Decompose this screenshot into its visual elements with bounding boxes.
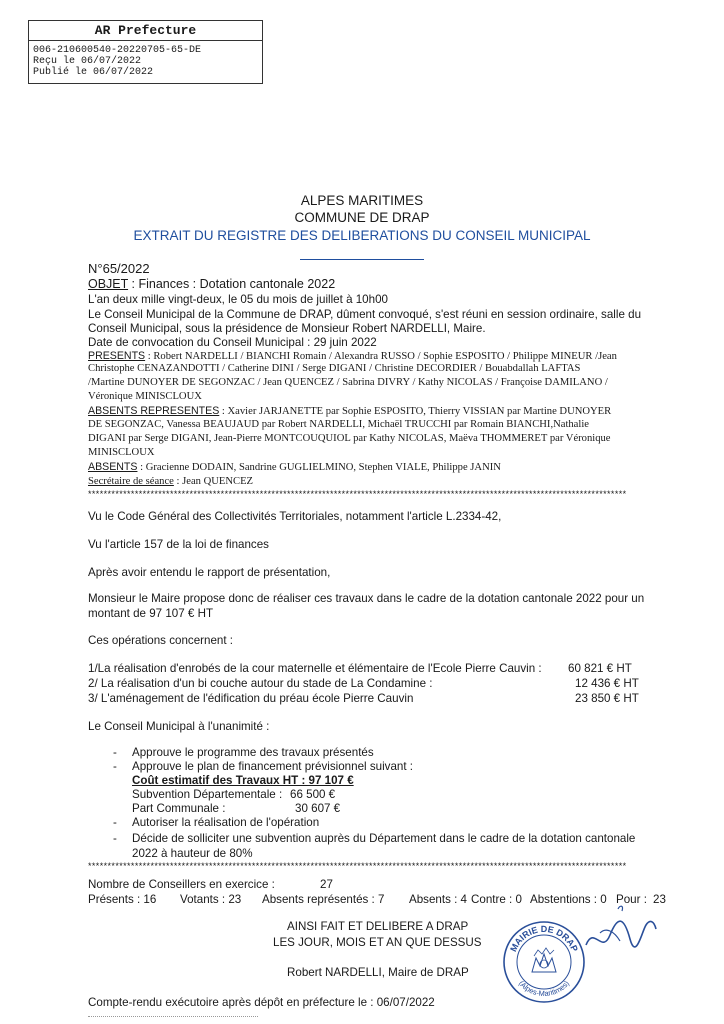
absents-represented-line-3: DIGANI par Serge DIGANI, Jean-Pierre MONTCOUQUIOL par Kathy NICOLAS, Maëva THOMMERET par Véronique xyxy=(88,433,611,444)
operations-heading: Ces opérations concernent : xyxy=(88,634,234,647)
stamp-title: AR Prefecture xyxy=(29,21,262,41)
absents-text: : Gracienne DODAIN, Sandrine GUGLIELMINO, Stephen VIALE, Philippe JANIN xyxy=(137,462,501,473)
presents-line-2: Christophe CENAZANDOTTI / Catherine DINI / Serge DIGANI / Christine DECORDIER / Bouabdallah LAFTAS xyxy=(88,363,581,374)
absents-represented-line-4: MINISCLOUX xyxy=(88,447,155,458)
closing-line-1: AINSI FAIT ET DELIBERE A DRAP xyxy=(287,920,469,933)
stamp-published: Publié le 06/07/2022 xyxy=(33,67,154,78)
date-line: L'an deux mille vingt-deux, le 05 du mois de juillet à 10h00 xyxy=(88,293,388,306)
cut-off-line xyxy=(88,1013,258,1019)
register-heading: EXTRAIT DU REGISTRE DES DELIBERATIONS DU CONSEIL MUNICIPAL xyxy=(133,228,591,243)
votes-voters: Votants : 23 xyxy=(180,893,242,906)
presents-text: : Robert NARDELLI / BIANCHI Romain / Alexandra RUSSO / Sophie ESPOSITO / Philippe MINEUR /Jean xyxy=(145,351,617,362)
stamp-reference: 006-210600540-20220705-65-DE xyxy=(33,45,202,56)
presents-line-3: /Martine DUNOYER DE SEGONZAC / Jean QUENCEZ / Sabrina DIVRY / Kathy NICOLAS / Françoise DAMILANO / xyxy=(88,377,608,388)
votes-presents: Présents : 16 xyxy=(88,893,157,906)
votes-absents-represented: Absents représentés : 7 xyxy=(262,893,385,906)
votes-for-count: 23 xyxy=(653,893,666,906)
ar-prefecture-stamp xyxy=(28,20,263,84)
mayor-signature-icon xyxy=(580,895,660,965)
secretary-line xyxy=(88,475,253,487)
intro-line-1: Le Conseil Municipal de la Commune de DRAP, dûment convoqué, s'est réuni en session ordinaire, salle du xyxy=(88,308,642,321)
header-divider xyxy=(300,259,424,260)
absents-represented-text: : Xavier JARJANETTE par Sophie ESPOSITO, Thierry VISSIAN par Martine DUNOYER xyxy=(219,406,612,417)
legal-basis-2: Vu l'article 157 de la loi de finances xyxy=(88,538,269,551)
operation-2-amount: 12 436 € HT xyxy=(575,677,639,690)
intro-line-2: Conseil Municipal, sous la présidence de Monsieur Robert NARDELLI, Maire. xyxy=(88,322,486,335)
estimated-cost: Coût estimatif des Travaux HT : 97 107 € xyxy=(132,774,354,787)
municipal-share-amount: 30 607 € xyxy=(295,802,341,815)
councillors-count: 27 xyxy=(320,878,333,891)
operation-1-amount: 60 821 € HT xyxy=(568,662,632,675)
separator-stars-top: ****************************************************************************************************************************************** xyxy=(88,489,627,499)
separator-stars-bottom: ****************************************************************************************************************************************** xyxy=(88,861,627,871)
presents-label: PRESENTS xyxy=(88,350,146,362)
svg-text:(Alpes-Maritimes) xyxy=(517,979,571,999)
decision-approve-financing: - Approuve le plan de financement prévisionnel suivant : xyxy=(132,760,413,773)
votes-abstentions: Abstentions : 0 xyxy=(530,893,607,906)
department-heading: ALPES MARITIMES xyxy=(300,193,424,208)
operation-1-label: 1/La réalisation d'enrobés de la cour maternelle et élémentaire de l'Ecole Pierre Cauvin : xyxy=(88,662,542,675)
votes-for-label: Pour : xyxy=(616,893,647,906)
seal-top-text: MAIRIE DE DRAP xyxy=(508,923,580,954)
proposal-line-2: montant de 97 107 € HT xyxy=(88,607,214,620)
decision-approve-program: - Approuve le programme des travaux présentés xyxy=(132,746,374,759)
closing-line-2: LES JOUR, MOIS ET AN QUE DESSUS xyxy=(273,936,482,949)
objet-line xyxy=(88,277,335,291)
subsidy-label: Subvention Départementale : xyxy=(132,788,283,801)
absents-represented-line-1 xyxy=(88,405,611,417)
decision-authorize: - Autoriser la réalisation de l'opération xyxy=(132,816,319,829)
municipal-share-label: Part Communale : xyxy=(132,802,226,815)
operation-3-label: 3/ L'aménagement de l'édification du préau école Pierre Cauvin xyxy=(88,692,414,705)
report-heard: Après avoir entendu le rapport de présentation, xyxy=(88,566,331,579)
svg-text:MAIRIE DE DRAP xyxy=(508,924,580,953)
stamp-received: Reçu le 06/07/2022 xyxy=(33,56,142,67)
proposal-line-1: Monsieur le Maire propose donc de réaliser ces travaux dans le cadre de la dotation cantonale 2022 pour un xyxy=(88,592,645,605)
subsidy-amount: 66 500 € xyxy=(290,788,336,801)
mayor-signature-name: Robert NARDELLI, Maire de DRAP xyxy=(287,966,469,979)
deliberation-number: N°65/2022 xyxy=(88,261,150,276)
secretary-text: : Jean QUENCEZ xyxy=(173,476,254,487)
enforceable-report: Compte-rendu exécutoire après dépôt en préfecture le : 06/07/2022 xyxy=(88,996,435,1009)
absents-represented-label: ABSENTS REPRESENTES xyxy=(88,405,220,417)
objet-label: OBJET xyxy=(88,277,129,291)
operation-2-label: 2/ La réalisation d'un bi couche autour du stade de La Condamine : xyxy=(88,677,433,690)
municipal-seal-icon xyxy=(502,920,586,1004)
votes-absents: Absents : 4 xyxy=(409,893,468,906)
seal-bottom-text: (Alpes-Maritimes) xyxy=(516,978,572,999)
secretary-label: Secrétaire de séance xyxy=(88,476,174,487)
absents-label: ABSENTS xyxy=(88,461,138,473)
council-unanimity: Le Conseil Municipal à l'unanimité : xyxy=(88,720,270,733)
operation-3-amount: 23 850 € HT xyxy=(575,692,639,705)
convocation-date: Date de convocation du Conseil Municipal : 29 juin 2022 xyxy=(88,336,377,349)
presents-line-1 xyxy=(88,350,617,362)
decision-request-subsidy-1: - Décide de solliciter une subvention auprès du Département dans le cadre de la dotation cantonale xyxy=(132,832,635,845)
councillors-label: Nombre de Conseillers en exercice : xyxy=(88,878,275,891)
presents-line-4: Véronique MINISCLOUX xyxy=(88,391,202,402)
votes-against: Contre : 0 xyxy=(471,893,522,906)
commune-heading: COMMUNE DE DRAP xyxy=(294,210,430,225)
legal-basis-1: Vu le Code Général des Collectivités Territoriales, notamment l'article L.2334-42, xyxy=(88,510,502,523)
absents-represented-line-2: DE SEGONZAC, Vanessa BEAUJAUD par Robert NARDELLI, Michaël TRUCCHI par Romain BIANCHI,Nathalie xyxy=(88,419,589,430)
absents-line xyxy=(88,461,501,473)
objet-text: : Finances : Dotation cantonale 2022 xyxy=(128,277,336,291)
decision-request-subsidy-2: 2022 à hauteur de 80% xyxy=(132,847,253,860)
